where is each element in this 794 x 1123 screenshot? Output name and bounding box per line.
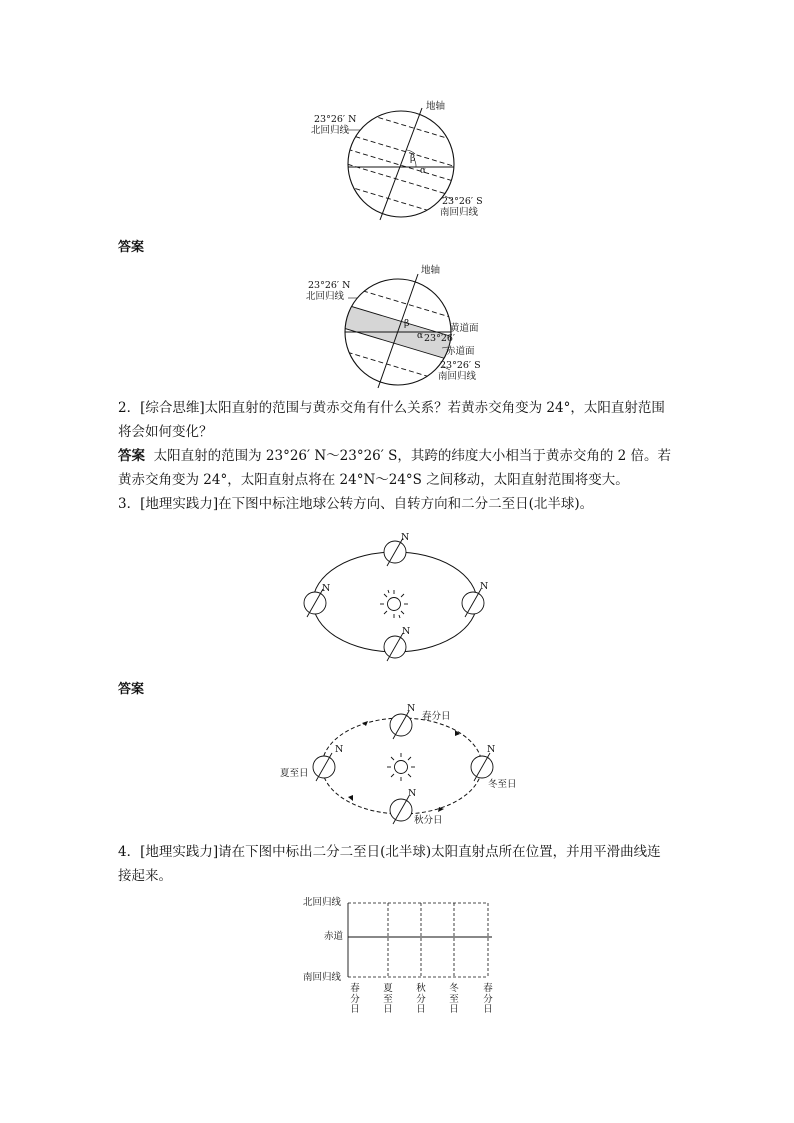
angle-alpha-label: α [417,331,424,341]
question-number: 4． [118,844,141,860]
question-2-line-2: 将会如何变化？ [118,424,213,440]
summer-solstice-label: 夏至日 [280,768,309,779]
day-label-autumn: 秋分日 [416,983,426,1015]
figure-orbit-answer [280,703,530,831]
orbit-diagram-answer [280,703,530,831]
equatorial-plane-label: 赤道面 [446,346,475,357]
north-label: N [480,581,489,592]
obliquity-angle-label: 23°26′ [424,333,456,344]
sun-icon [387,753,415,781]
autumn-equinox-label: 秋分日 [414,815,443,826]
winter-solstice-label: 冬至日 [488,779,517,790]
angle-beta-label: β [404,318,410,329]
earth-axis-label: 地轴 [421,265,441,276]
day-label-winter: 冬至日 [449,983,459,1015]
figure-obliquity-answer [300,262,500,392]
question-tag: [地理实践力] [140,496,219,512]
question-tag: [综合思维] [140,400,205,416]
day-label-spring: 春分日 [350,983,360,1015]
orbit-diagram [300,532,500,664]
figure-orbit-question [300,532,500,664]
equator-label: 赤道 [324,931,344,942]
north-label: N [401,532,410,543]
question-text: 请在下图中标出二分二至日(北半球)太阳直射点所在位置，并用平滑曲线连 [218,844,661,860]
question-2 [118,396,688,516]
south-tropic-label: 南回归线 [438,371,477,382]
north-label: N [408,788,417,799]
question-tag: [地理实践力] [140,844,219,860]
answer-label: 答案 [118,240,145,255]
north-tropic-label: 北回归线 [303,897,342,908]
answer-line-2: 黄赤交角变为 24°，太阳直射点将在 24°N～24°S 之间移动，太阳直射范围将变大。 [118,472,629,488]
figure-obliquity-question [300,96,500,226]
question-4 [118,840,688,888]
angle-alpha-label: α [420,166,427,176]
north-label: N [335,744,344,755]
answer-line-1 [118,444,688,468]
question-2-line-1 [118,396,688,420]
day-label-spring-2: 春分日 [483,983,493,1015]
answer-label: 答案 [118,448,145,464]
question-number: 2． [118,400,141,416]
answer-text: 太阳直射的范围为 23°26′ N～23°26′ S，其跨的纬度大小相当于黄赤交角的 2 倍。若 [153,448,672,464]
north-label: N [487,744,496,755]
question-number: 3． [118,496,141,512]
south-tropic-label: 南回归线 [303,972,342,983]
question-3-line [118,492,688,516]
question-text: 太阳直射的范围与黄赤交角有什么关系？若黄赤交角变为 24°，太阳直射范围 [204,400,665,416]
question-text: 在下图中标注地球公转方向、自转方向和二分二至日(北半球)。 [218,496,594,512]
angle-beta-label: β [410,153,416,164]
earth-axis-label: 地轴 [426,101,446,112]
ecliptic-plane-label: 黄道面 [450,323,479,334]
figure-subsolar-grid [300,894,500,1019]
south-tropic-label: 南回归线 [440,207,479,218]
south-tropic-latitude: 23°26′ S [442,196,483,207]
north-tropic-latitude: 23°26′ N [314,114,357,125]
answer-label: 答案 [118,682,145,697]
north-label: N [322,583,331,594]
north-label: N [402,626,411,637]
sun-icon [380,590,408,618]
north-label: N [407,703,416,714]
question-4-line-1 [118,840,688,864]
north-tropic-latitude: 23°26′ N [308,280,351,291]
day-label-summer: 夏至日 [383,983,393,1015]
question-4-line-2: 接起来。 [118,868,172,884]
south-tropic-latitude: 23°26′ S [440,360,481,371]
spring-equinox-label: 春分日 [422,711,451,722]
north-tropic-label: 北回归线 [311,125,350,136]
north-tropic-label: 北回归线 [306,291,345,302]
